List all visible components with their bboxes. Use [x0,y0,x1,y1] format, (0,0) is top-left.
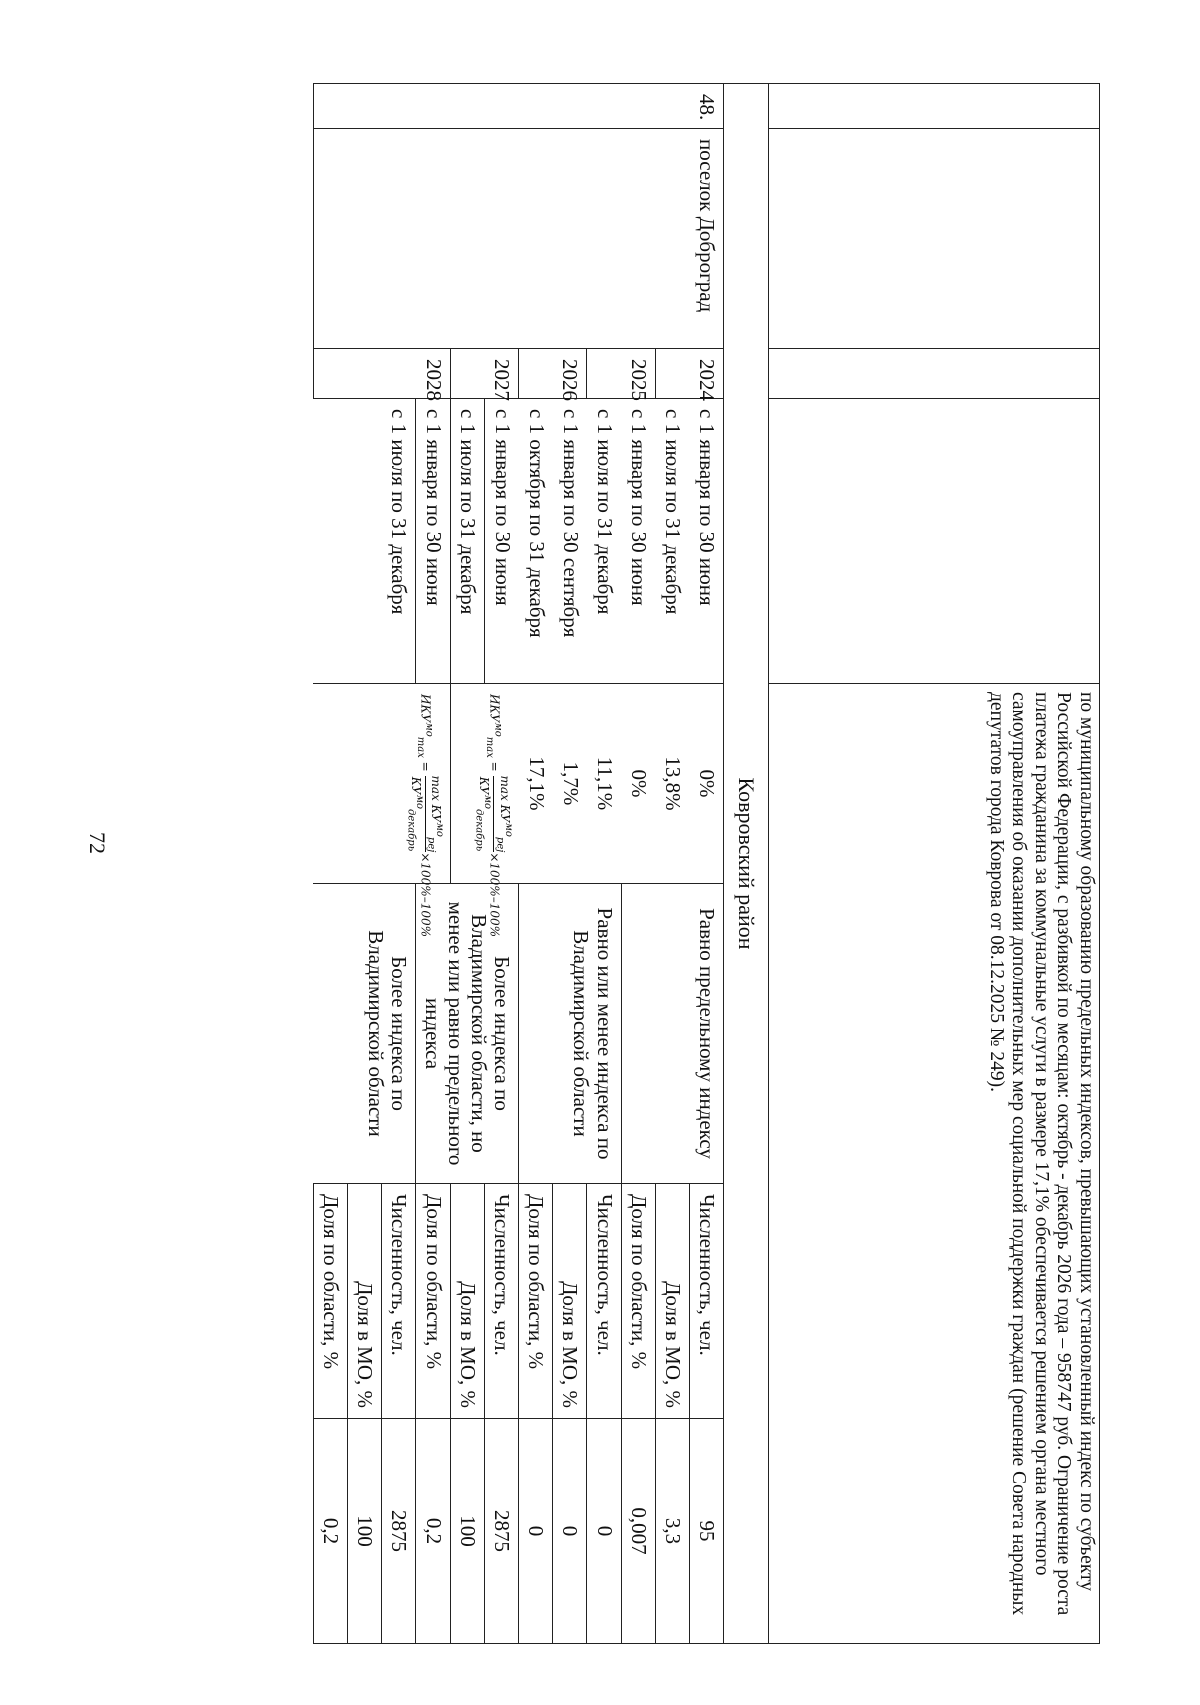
formula: $ИКУ^{мо}_{max}$ = $\max КУ^{мо}_{pej}$ $КУ^{мо}_{декабрь}$ ×100%–100% [473,694,514,938]
continuation-text: по муниципальному образованию предельных индексов, превышающих установленный индекс по субъекту Российской Федерации, с разбивкой по месяцам: октябрь - декабрь 2026 года – 958747 руб. Ограничение роста платежа гражданина за коммунальные услуги в размере 17,1% обеспечивается решением органа местного самоуправления об оказании дополнительных мер социальной поддержки граждан (решение Совета народных депутатов города Коврова от 08.12.2025 № 249). [769,684,1100,1644]
metric-value: 0 [587,1419,621,1644]
metric-value: 0 [553,1419,587,1644]
metric-value: 0 [519,1419,553,1644]
formula: $ИКУ^{мо}_{max}$ = $\max КУ^{мо}_{pej}$ $КУ^{мо}_{декабрь}$ ×100%–100% [405,694,446,938]
table-row-district [723,84,768,1644]
period-cell: с 1 января по 30 июня [415,399,450,684]
table-row [689,84,723,1644]
metric-value: 2875 [381,1419,415,1644]
metric-label: Численность, чел. [689,1184,723,1419]
item-number: 48. [313,84,723,129]
metric-label: Доля в МО, % [655,1184,689,1419]
metric-label: Доля по области, % [313,1184,347,1419]
period-cell: с 1 июля по 31 декабря [655,399,689,684]
metric-value: 0,2 [415,1419,450,1644]
metric-label: Доля по области, % [519,1184,553,1419]
metric-label: Численность, чел. [381,1184,415,1419]
metric-value: 0,007 [621,1419,655,1644]
period-cell: с 1 июля по 31 декабря [313,399,415,684]
formula-cell [313,684,450,938]
district-header: Ковровский район [723,84,768,1644]
settlement-name: поселок Доброград [313,129,723,349]
group-cell: Более индекса по Владимирской области [313,884,415,1184]
rotated-table-page [180,83,1100,1643]
metric-label: Численность, чел. [485,1184,519,1419]
metric-value: 2875 [485,1419,519,1644]
metric-value: 95 [689,1419,723,1644]
period-cell: с 1 июля по 31 декабря [451,399,485,684]
metric-label: Доля по области, % [621,1184,655,1419]
index-cell: 17,1% [519,684,553,884]
period-cell: с 1 января по 30 июня [485,399,519,684]
index-cell: 0% [689,684,723,884]
group-cell: Равно или менее индекса по Владимирской области [519,884,621,1184]
metric-label: Численность, чел. [587,1184,621,1419]
year-cell: 2028 [313,349,450,399]
table-row-continuation [769,84,1100,1644]
page-number: 72 [85,832,110,854]
year-cell: 2025 [587,349,655,399]
period-cell: с 1 января по 30 июня [621,399,655,684]
index-cell: 11,1% [587,684,621,884]
formula-cell [451,684,519,938]
metric-label: Доля по области, % [415,1184,450,1419]
period-cell: с 1 октября по 31 декабря [519,399,553,684]
year-cell: 2027 [451,349,519,399]
index-cell: 0% [621,684,655,884]
data-table [313,83,1100,1644]
index-cell: 1,7% [553,684,587,884]
period-cell: с 1 января по 30 сентября [553,399,587,684]
metric-value: 100 [451,1419,485,1644]
year-cell: 2026 [519,349,587,399]
metric-value: 100 [347,1419,381,1644]
group-cell: Равно предельному индексу [621,884,723,1184]
metric-label: Доля в МО, % [553,1184,587,1419]
metric-label: Доля в МО, % [451,1184,485,1419]
year-cell: 2024 [655,349,723,399]
period-cell: с 1 июля по 31 декабря [587,399,621,684]
period-cell: с 1 января по 30 июня [689,399,723,684]
group-cell: Более индекса по Владимирской области, но менее или равно предельного индекса [415,884,518,1184]
metric-label: Доля в МО, % [347,1184,381,1419]
index-cell: 13,8% [655,684,689,884]
metric-value: 3,3 [655,1419,689,1644]
metric-value: 0,2 [313,1419,347,1644]
